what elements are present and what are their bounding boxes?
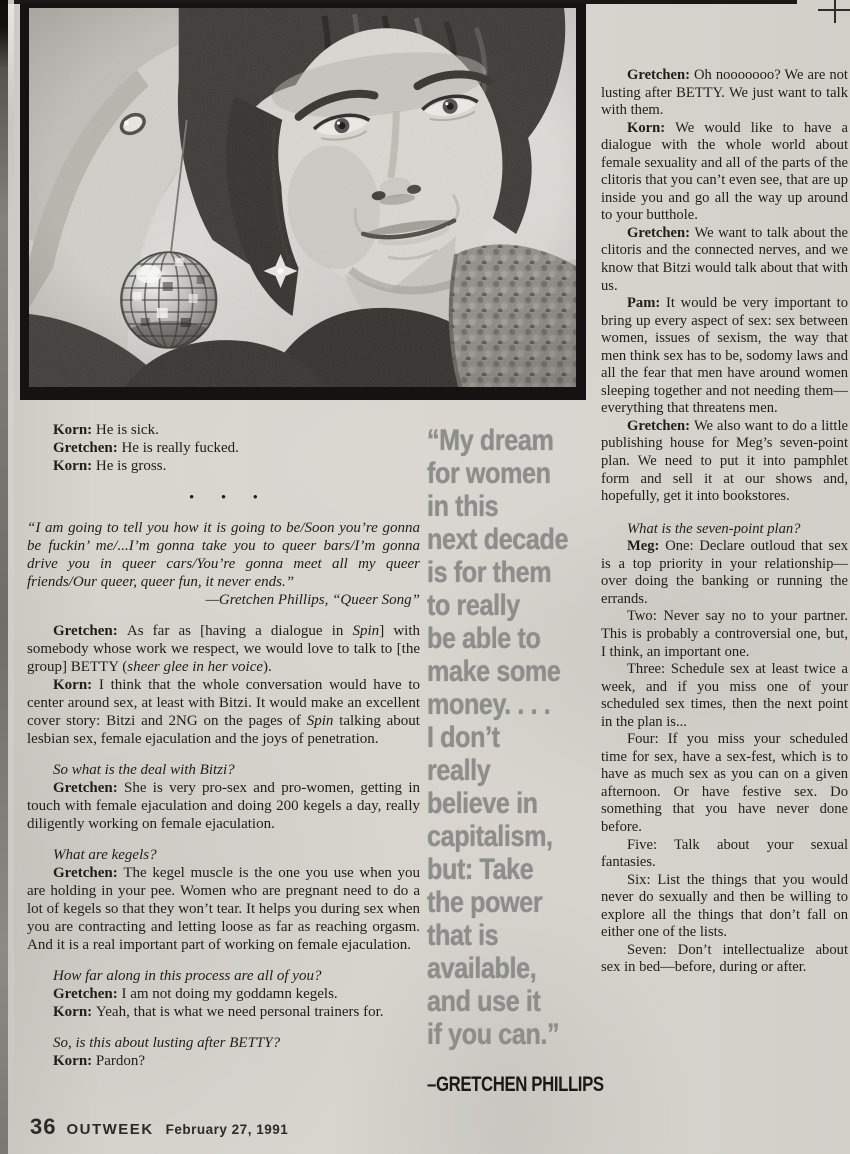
dialogue-paragraph [27,457,420,475]
article-column-right [601,67,848,977]
dialogue-paragraph [601,872,848,942]
text-run: He is gross. [95,458,167,474]
text-run: • • • [189,489,270,504]
text-run: I think that the whole conversation would have to center around sex, at least with Bitzi. It would make an excellent cover story: Bitzi and 2NG on the pages of [27,677,420,729]
speaker-label: Gretchen: [53,440,122,456]
text-run: What are kegels? [53,847,157,863]
pull-quote-line: in this [427,490,499,523]
text-run: Spin [352,623,380,639]
portrait-photo [20,3,586,400]
dialogue-paragraph [27,985,420,1003]
speaker-label: Gretchen: [627,67,694,83]
pull-quote-line: I don’t [427,721,500,754]
text-run: We want to talk about the clitoris and the connected nerves, and we know that Bitzi would talk about that with us. [601,224,848,294]
dialogue-paragraph [27,676,420,748]
text-run: sheer glee in her voice [127,659,264,675]
dialogue-paragraph [601,942,848,977]
interview-question [601,521,848,539]
speaker-label: Korn: [53,677,99,693]
dialogue-paragraph [601,608,848,661]
dialogue-paragraph [601,661,848,731]
text-run: We would like to have a dialogue with the whole world about female sexuality and all of the parts of the clitoris that you can’t even see, that are up inside you and go all the way up around to your butthole. [601,119,848,224]
speaker-label: Meg: [627,538,666,555]
text-run: He is sick. [95,422,159,438]
interview-question [27,761,420,779]
speaker-label: Gretchen: [53,865,124,881]
text-run: Three: Schedule sex at least twice a week, and if you miss one of your scheduled sex times, then the next point in the plan is... [601,661,848,730]
speaker-label: Gretchen: [53,623,127,639]
text-run: Five: Talk about your sexual fantasies. [601,836,848,871]
text-run: ). [263,659,272,675]
registration-mark-vline [834,0,836,23]
article-column-left [27,421,420,1070]
text-run: He is really fucked. [121,440,239,456]
text-run: —Gretchen Phillips, “Queer Song” [205,592,420,608]
pull-quote-line: for women [427,457,551,490]
pull-quote-line: make some [427,655,561,688]
text-run: We also want to do a little publishing house for Meg’s seven-point plan. We need to put it into pamphlet form and sell it at our shows and, hopefully, get it into bookstores. [601,417,848,505]
pull-quote-line: money. . . . [427,688,551,721]
dialogue-paragraph [601,120,848,225]
text-run: The kegel muscle is the one you use when you are holding in your pee. Women who are pregnant need to do a lot of kegels so that they won’t tear. It helps you during sex when you are contracting and letting loose as far as reaching orgasm. And it is a real important part of working on female ejaculation. [27,865,421,953]
text-run: Seven: Don’t intellectualize about sex in bed—before, during or after. [601,941,848,976]
text-run: Two: Never say no to your partner. This is probably a controversial one, but, I think, an important one. [601,608,848,660]
photo-grain [29,8,576,387]
text-run: talking about lesbian sex, female ejaculation and the joys of penetration. [27,713,420,747]
text-run: So what is the deal with Bitzi? [53,762,235,778]
pull-quote-line: to really [427,589,520,622]
text-run: How far along in this process are all of you? [53,968,322,984]
pull-quote-line: “My dream [427,424,554,457]
pull-quote-line: be able to [427,622,541,655]
text-run: ] with somebody whose work we respect, we would love to talk to [the group] BETTY ( [27,623,420,675]
text-run: So, is this about lusting after BETTY? [53,1035,281,1051]
magazine-name: OUTWEEK [66,1121,154,1138]
dialogue-paragraph [27,622,420,676]
speaker-label: Gretchen: [627,417,694,434]
interview-question [27,1034,420,1052]
text-run: Yeah, that is what we need personal trainers for. [95,1004,384,1020]
pull-quote-line: but: Take [427,853,534,886]
page-edge-highlight [8,0,14,1154]
pull-quote-line: next decade [427,523,569,556]
dialogue-paragraph [601,538,848,608]
pull-quote-lines [427,424,595,1051]
pull-quote-line: the power [427,886,543,919]
text-run: It would be very important to bring up every aspect of sex: sex between women, issues of sexism, the way that men think sex has to be, sodomy laws and all the fear that men have around women sleeping together and not needing them—everything that threatens men. [601,295,848,417]
text-run: “I am going to tell you how it is going to be/Soon you’re gonna be fuckin’ me/...I’m gonna take you to queer bars/I’m gonna drive you in queer cars/You’re gonna meet all my queer friends/Our queer, queer fun, it never ends.” [27,520,420,590]
speaker-label: Gretchen: [53,986,122,1002]
dialogue-paragraph [27,1003,420,1021]
text-run: She is very pro-sex and pro-women, getting in touch with female ejaculation and doing 200 kegels a day, really diligently working on female ejaculation. [27,780,421,832]
pull-quote-line: if you can.” [427,1018,560,1051]
text-run: I am not doing my goddamn kegels. [121,986,338,1002]
dialogue-paragraph [27,1052,420,1070]
speaker-label: Korn: [627,119,676,136]
speaker-label: Gretchen: [627,224,695,241]
speaker-label: Korn: [53,458,96,474]
pull-quote-column [427,424,604,1097]
text-run: Six: List the things that you would never do sexually and then be willing to explore all the things that don’t fall on either one of the lists. [601,871,848,941]
registration-mark-icon [818,0,850,24]
dialogue-paragraph [601,67,848,120]
portrait-illustration [29,8,576,387]
pull-quote-line: capitalism, [427,820,553,853]
pull-quote-line: really [427,754,491,787]
dialogue-paragraph [27,779,420,833]
text-run: Oh nooooooo? We are not lusting after BETTY. We just want to talk with them. [601,67,848,119]
text-run: One: Declare outloud that sex is a top priority in your relationship—over doing the banking or running the errands. [601,538,848,607]
dialogue-paragraph [601,295,848,418]
interview-question [27,846,420,864]
speaker-label: Gretchen: [53,780,124,796]
text-run: What is the seven-point plan? [627,520,801,537]
dialogue-paragraph [601,225,848,295]
song-lyrics-quote [27,519,420,591]
pull-quote-line: believe in [427,787,538,820]
interview-question [27,967,420,985]
text-run: Spin [306,713,334,729]
speaker-label: Korn: [53,422,96,438]
dialogue-paragraph [601,418,848,506]
dialogue-paragraph [27,864,420,954]
dialogue-paragraph [27,421,420,439]
speaker-label: Korn: [53,1053,96,1069]
page-edge-shadow [0,0,8,1154]
issue-date: February 27, 1991 [165,1122,289,1137]
section-break-dots [27,488,420,506]
song-quote-attribution [27,591,420,609]
pull-quote-line: that is [427,919,499,952]
speaker-label: Pam: [627,295,666,312]
text-run: Pardon? [95,1053,146,1069]
dialogue-paragraph [601,837,848,872]
pull-quote-line: is for them [427,556,552,589]
text-run: As far as [having a dialogue in [126,623,353,639]
dialogue-paragraph [601,731,848,836]
page-number: 36 [30,1114,57,1139]
pull-quote-line: and use it [427,985,541,1018]
speaker-label: Korn: [53,1004,96,1020]
pull-quote-line: available, [427,952,537,985]
pull-quote-attribution: –GRETCHEN PHILLIPS [427,1073,604,1096]
dialogue-paragraph [27,439,420,457]
text-run: Four: If you miss your scheduled time for sex, have a sex-fest, which is to have as much sex as you can on a given afternoon. Or have festive sex. Do something that you have never done before. [601,731,848,835]
page-footer [30,1114,288,1140]
